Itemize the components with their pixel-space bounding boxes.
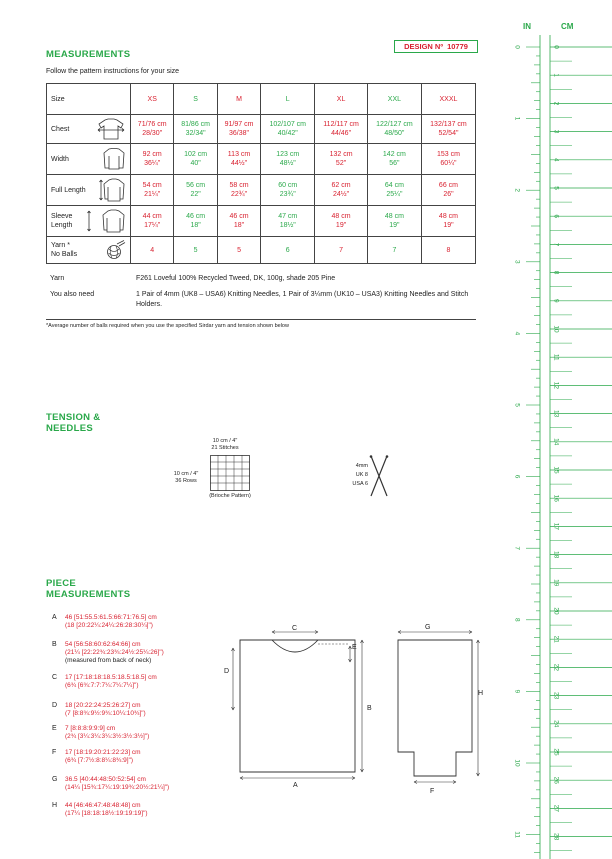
sleeve-xs: 44 cm 17¼" (131, 206, 174, 237)
sleeve-length-label (47, 206, 131, 237)
tension-pattern: (Brioche Pattern) (209, 493, 251, 499)
chest-xl: 112/117 cm 44/46" (315, 115, 368, 144)
row-label: Sleeve (51, 213, 73, 220)
design-label: DESIGN Nº (404, 42, 444, 51)
diagram-label-g: G (425, 624, 431, 631)
ruler-in-label: IN (523, 22, 531, 31)
ruler-cm-label: 16 (552, 494, 560, 502)
ruler-inch-label: 2 (513, 188, 521, 193)
ruler-cm-label: CM (561, 22, 574, 31)
tension-swatch-grid (210, 455, 250, 491)
balls-xl: 7 (315, 237, 368, 264)
ruler-cm-label: 17 (552, 522, 560, 531)
pieces-title-2: MEASUREMENTS (46, 589, 131, 600)
size-header: XXXL (421, 84, 475, 115)
table-row (47, 237, 476, 264)
ruler-cm-label: 6 (552, 214, 560, 219)
balls-s: 5 (174, 237, 217, 264)
diagram-label-e: E (352, 644, 357, 651)
measurements-title: MEASUREMENTS (46, 49, 131, 60)
ruler-cm-label: 26 (552, 776, 560, 784)
tension-height-label: 10 cm / 4" 36 Rows (173, 471, 199, 484)
tension-width-label: 10 cm / 4" 21 Stitches (211, 438, 239, 451)
sleeve-m: 46 cm 18" (217, 206, 260, 237)
chest-s: 81/86 cm 32/34" (174, 115, 217, 144)
ruler-cm-label: 15 (552, 466, 560, 474)
design-number: 10779 (447, 42, 468, 51)
crossed-needles-icon (368, 455, 390, 497)
sweater-chest-icon (96, 118, 126, 140)
table-row (47, 175, 476, 206)
length-m: 58 cm 22¾" (217, 175, 260, 206)
row-label: Full Length (51, 186, 86, 194)
need-value: 1 Pair of 4mm (UK8 – USA6) Knitting Needles, 1 Pair of 3¼mm (UK10 – USA3) Knitting Needles and Stitch Holders. (136, 291, 469, 308)
ruler-inch-label: 11 (513, 831, 521, 838)
length-xs: 54 cm 21¼" (131, 175, 174, 206)
ruler-cm-label: 22 (552, 663, 560, 672)
sweater-length-icon (98, 178, 126, 202)
chest-xxl: 122/127 cm 48/50" (367, 115, 421, 144)
ruler-inch-label: 5 (513, 403, 521, 407)
yarn-key: Yarn (50, 275, 65, 282)
measuring-ruler (500, 0, 612, 859)
size-header: L (261, 84, 315, 115)
width-m: 113 cm 44½" (217, 144, 260, 175)
ruler-cm-label: 14 (552, 438, 560, 446)
ruler-cm-label: 24 (552, 720, 560, 728)
width-xxl: 142 cm 56" (367, 144, 421, 175)
sleeve-length-icon (86, 209, 126, 233)
balls-l: 6 (261, 237, 315, 264)
tension-title-2: NEEDLES (46, 423, 93, 434)
ruler-inch-label: 7 (513, 546, 521, 551)
ruler-cm-label: 21 (552, 635, 560, 643)
design-number-box (394, 40, 478, 53)
table-row (47, 206, 476, 237)
needle-sizes: 4mm UK 8 USA 6 (352, 463, 368, 487)
balls-m: 5 (217, 237, 260, 264)
sleeve-xxl: 48 cm 19" (367, 206, 421, 237)
ruler-cm-label: 2 (552, 101, 560, 106)
yarn-ball-icon (104, 240, 126, 260)
yarn-note: *Average number of balls required when you use the specified Sirdar yarn and tension shown below (46, 323, 289, 329)
ruler-inch-label: 4 (513, 331, 521, 336)
size-header: XS (131, 84, 174, 115)
size-header: M (217, 84, 260, 115)
ruler-cm-label: 9 (552, 298, 560, 303)
sweater-width-icon (102, 148, 126, 170)
yarn-balls-label (47, 237, 131, 264)
chest-xs: 71/76 cm 28/30" (131, 115, 174, 144)
sleeve-xl: 48 cm 19" (315, 206, 368, 237)
ruler-inch-label: 1 (513, 116, 521, 121)
length-l: 60 cm 23¾" (261, 175, 315, 206)
row-label: No Balls (51, 251, 78, 258)
ruler-cm-label: 0 (552, 45, 560, 49)
ruler-inch-label: 9 (513, 689, 521, 694)
ruler-cm-label: 19 (552, 579, 560, 587)
ruler-cm-label: 20 (552, 607, 560, 615)
ruler-inch-label: 3 (513, 259, 521, 264)
sleeve-xxxl: 48 cm 19" (421, 206, 475, 237)
ruler-cm-label: 7 (552, 242, 560, 247)
body-schematic (220, 618, 370, 796)
length-s: 56 cm 22" (174, 175, 217, 206)
ruler-cm-label: 18 (552, 550, 560, 559)
ruler-cm-label: 3 (552, 129, 560, 134)
pieces-title: PIECE (46, 578, 77, 589)
sleeve-s: 46 cm 18" (174, 206, 217, 237)
ruler-inch-label: 10 (513, 759, 521, 767)
diagram-label-f: F (430, 788, 435, 795)
ruler-cm-label: 4 (552, 157, 560, 162)
ruler-cm-label: 1 (552, 73, 560, 78)
size-header: S (174, 84, 217, 115)
width-label (47, 144, 131, 175)
chest-m: 91/97 cm 36/38" (217, 115, 260, 144)
length-xl: 62 cm 24½" (315, 175, 368, 206)
balls-xxxl: 8 (421, 237, 475, 264)
width-xs: 92 cm 36¼" (131, 144, 174, 175)
table-row (47, 115, 476, 144)
row-label: Length (51, 222, 73, 229)
ruler-cm-label: 5 (552, 186, 560, 190)
size-header: XXL (367, 84, 421, 115)
balls-xxl: 7 (367, 237, 421, 264)
ruler-cm-label: 27 (552, 804, 560, 813)
measurements-subtitle: Follow the pattern instructions for your size (46, 68, 180, 75)
width-s: 102 cm 40" (174, 144, 217, 175)
balls-xs: 4 (131, 237, 174, 264)
full-length-label (47, 175, 131, 206)
length-xxl: 64 cm 25¼" (367, 175, 421, 206)
diagram-label-c: C (292, 625, 298, 632)
yarn-value: F261 Loveful 100% Recycled Tweed, DK, 100g, shade 205 Pine (136, 275, 336, 282)
table-row (47, 84, 476, 115)
diagram-label-a: A (293, 782, 298, 789)
diagram-label-h: H (478, 690, 484, 697)
ruler-inch-label: 6 (513, 474, 521, 479)
chest-label (47, 115, 131, 144)
length-xxxl: 66 cm 26" (421, 175, 475, 206)
chest-xxxl: 132/137 cm 52/54" (421, 115, 475, 144)
sleeve-schematic (390, 618, 490, 796)
ruler-cm-label: 12 (552, 381, 560, 390)
need-key: You also need (50, 291, 95, 298)
measurements-table (46, 83, 476, 264)
ruler-cm-label: 25 (552, 748, 560, 756)
diagram-label-b: B (367, 705, 372, 712)
ruler-inch-label: 8 (513, 617, 521, 622)
width-xl: 132 cm 52" (315, 144, 368, 175)
ruler-cm-label: 10 (552, 325, 560, 333)
table-row (47, 144, 476, 175)
width-l: 123 cm 48½" (261, 144, 315, 175)
ruler-cm-label: 13 (552, 409, 560, 418)
ruler-cm-label: 11 (552, 353, 560, 361)
row-label: Chest (51, 125, 70, 133)
ruler-inch-label: 0 (513, 45, 521, 49)
sleeve-l: 47 cm 18½" (261, 206, 315, 237)
ruler-cm-label: 28 (552, 832, 560, 841)
materials-info (46, 266, 476, 320)
chest-l: 102/107 cm 40/42" (261, 115, 315, 144)
row-label: Width (51, 155, 69, 163)
diagram-label-d: D (224, 668, 230, 675)
size-header: XL (315, 84, 368, 115)
width-xxxl: 153 cm 60¼" (421, 144, 475, 175)
ruler-cm-label: 23 (552, 691, 560, 700)
row-label: Yarn * (51, 242, 70, 249)
ruler-cm-label: 8 (552, 270, 560, 275)
size-label: Size (47, 84, 131, 115)
tension-title: TENSION & (46, 412, 101, 423)
